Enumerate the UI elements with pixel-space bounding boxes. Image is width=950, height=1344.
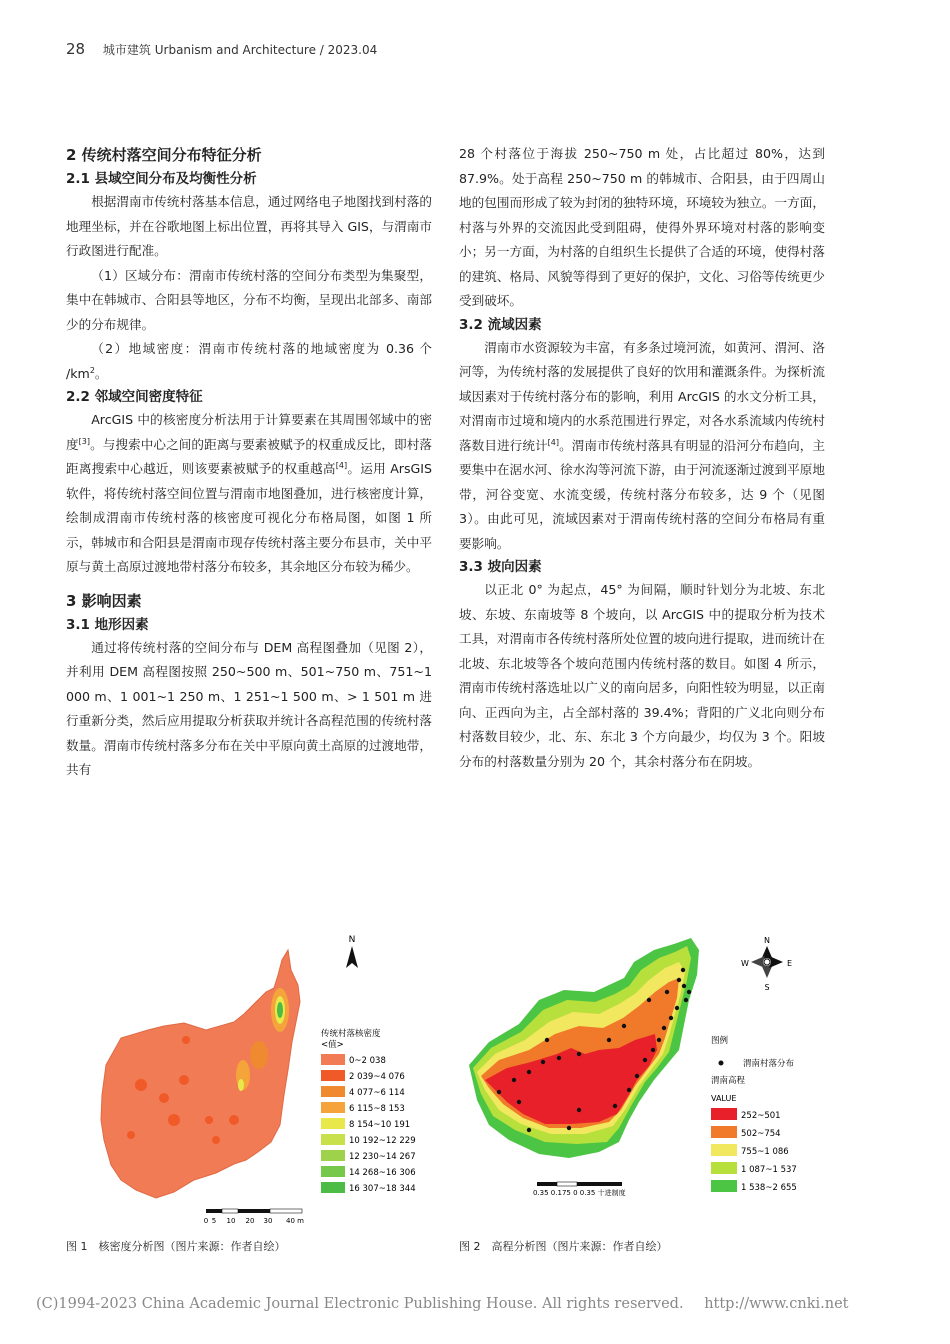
citation: [4]	[547, 437, 560, 447]
paragraph: ArcGIS 中的核密度分析法用于计算要素在其周围邻域中的密度[3]。与搜索中心之间的距离与要素被赋予的权重成反比，即村落距离搜索中心越近，则该要素被赋予的权重越高[4]。运用 ArsGIS 软件，将传统村落空间位置与渭南市地图叠加，进行核密度计算，绘制成渭南市传统村落的核密度可视化分布格局图，如图 1 所示，韩城市和合阳县是渭南市现存传统村落主要分布县市，关中平原与黄土高原过渡地带村落分布较多，其余地区分布较为稀少。	[66, 412, 433, 574]
figure-1-caption: 图 1 核密度分析图（图片来源：作者自绘）	[66, 1240, 286, 1253]
legend-label: 14 268~16 306	[349, 1168, 416, 1178]
paragraph: 以正北 0° 为起点，45° 为间隔，顺时针划分为北坡、东北坡、东坡、东南坡等 8 个坡向，以 ArcGIS 中的提取分析为技术工具，对渭南市各传统村落所处位置的坡向进行提取，进而统计在北坡、东北坡等各个坡向范围内传统村落的数目。如图 4 所示，渭南市传统村落选址以广义的南向居多，向阳性较为明显，以正南向、正西向为主，占全部村落的 39.4%；背阳的广义北向则分布村落数目较少，北、东、东北 3 个方向最少，均仅为 3 个。阳坡分布的村落数量分别为 20 个，其余村落分布在阴坡。	[459, 582, 825, 769]
section-3-heading: 3 影响因素	[66, 591, 142, 610]
figure-1-svg	[66, 930, 446, 1230]
legend-swatch	[711, 1180, 737, 1192]
paragraph: （1）区域分布：渭南市传统村落的空间分布类型为集聚型，集中在韩城市、合阳县等地区，分布不均衡，呈现出北部多、南部少的分布规律。	[66, 267, 432, 332]
compass-n: N	[764, 936, 770, 945]
legend-label: 4 077~6 114	[349, 1088, 405, 1098]
figure-2-elevation-map	[459, 930, 839, 1230]
legend-subtitle: <值>	[321, 1040, 344, 1050]
scale-label: 0	[203, 1217, 209, 1225]
density-base-region	[101, 950, 300, 1198]
section-2-heading: 2 传统村落空间分布特征分析	[66, 146, 262, 164]
paragraph: 渭南市水资源较为丰富，有多条过境河流，如黄河、渭河、洛河等，为传统村落的发展提供了良好的饮用和灌溉条件。为探析流域因素对于传统村落分布的影响，利用 ArcGIS 的水文分析工具，对渭南市过境和境内的水系范围进行界定，对各水系流域内传统村落数目进行统计[4]。渭南市传统村落具有明显的沿河分布趋向，主要集中在涺水河、徐水沟等河流下游，由于河流逐渐过渡到平原地带，河谷变宽、水流变缓，传统村落分布较多，达 9 个（见图 3）。由此可见，流域因素对于渭南传统村落的空间分布格局有重要影响。	[459, 339, 826, 551]
legend-label: 1 087~1 537	[741, 1165, 797, 1175]
compass-w: W	[741, 959, 749, 968]
legend-swatch	[321, 1182, 345, 1193]
figure-1-legend	[321, 1054, 416, 1194]
legend-title: 图例	[711, 1036, 729, 1046]
north-label: N	[348, 935, 356, 945]
paragraph: 根据渭南市传统村落基本信息，通过网络电子地图找到村落的地理坐标，并在谷歌地图上标出位置，再将其导入 GIS，与渭南市行政图进行配准。	[66, 194, 432, 258]
compass-s: S	[764, 983, 770, 992]
legend-swatch	[711, 1126, 737, 1138]
section-3-3-heading: 3.3 坡向因素	[459, 559, 542, 575]
scale-label: 20	[245, 1217, 255, 1225]
legend-swatch	[711, 1162, 737, 1174]
north-arrow-icon	[346, 946, 358, 968]
scale-label: 30	[263, 1217, 273, 1225]
scale-bar	[204, 1209, 304, 1225]
figure-2-caption: 图 2 高程分析图（图片来源：作者自绘）	[459, 1240, 668, 1253]
paragraph: 通过将传统村落的空间分布与 DEM 高程图叠加（见图 2），并利用 DEM 高程图按照 250~500 m、501~750 m、751~1 000 m、1 001~1 250 m、1 251~1 500 m、> 1 501 m 进行重新分类，然后应用提取分析获取并统计各高程范围的传统村落数量。渭南市传统村落多分布在关中平原向黄土高原的过渡地带，共有	[66, 639, 432, 777]
legend-swatch	[711, 1144, 737, 1156]
left-column	[66, 142, 432, 783]
legend-swatch	[321, 1118, 345, 1129]
footer	[36, 1296, 848, 1312]
scale-label: 10	[226, 1217, 236, 1225]
figure-1-kernel-density-map	[66, 930, 446, 1230]
scale-label: 40 m	[286, 1217, 304, 1225]
running-header	[66, 40, 377, 58]
village-point-legend-icon	[719, 1061, 724, 1066]
scale-label: 0.35 0.175 0 0.35 十进制度	[533, 1189, 626, 1197]
paragraph: 28 个村落位于海拔 250~750 m 处，占比超过 80%，达到 87.9%。处于高程 250~750 m 的韩城市、合阳县，由于四周山地的包围而形成了较为封闭的独特环境，环境较为独立。一方面，村落与外界的交流因此受到阻碍，使得外界环境对村落的影响变小；另一方面，为村落的自组织生长提供了合适的环境，使得村落的建筑、格局、风貌等得到了更好的保护，文化、习俗等传统更少受到破坏。	[459, 146, 825, 308]
compass-e: E	[787, 959, 793, 968]
legend-swatch	[321, 1086, 345, 1097]
legend-label: 16 307~18 344	[349, 1184, 416, 1194]
legend-label: 8 154~10 191	[349, 1120, 411, 1130]
legend-swatch	[321, 1166, 345, 1177]
right-column	[459, 142, 825, 774]
cnki-link[interactable]: http://www.cnki.net	[704, 1296, 849, 1312]
legend-swatch	[321, 1054, 345, 1065]
legend-label: 0~2 038	[349, 1056, 386, 1066]
legend-label: 12 230~14 267	[349, 1152, 416, 1162]
legend-label: 6 115~8 153	[349, 1104, 405, 1114]
figure-2-svg	[459, 930, 839, 1230]
page-number: 28	[66, 40, 86, 58]
section-3-1-heading: 3.1 地形因素	[66, 616, 149, 633]
value-label: VALUE	[711, 1094, 737, 1103]
legend-label: 755~1 086	[741, 1147, 789, 1157]
scale-label: 5	[211, 1217, 217, 1225]
legend-label: 1 538~2 655	[741, 1183, 797, 1193]
section-2-2-heading: 2.2 邻域空间密度特征	[66, 389, 203, 405]
figure-2-legend	[711, 1108, 797, 1193]
legend-label: 502~754	[741, 1129, 781, 1139]
section-3-2-heading: 3.2 流域因素	[459, 316, 542, 333]
elevation-legend-title: 渭南高程	[711, 1076, 746, 1086]
legend-swatch	[711, 1108, 737, 1120]
legend-swatch	[321, 1134, 345, 1145]
scale-bar	[533, 1182, 626, 1197]
legend-label: 10 192~12 229	[349, 1136, 416, 1146]
legend-swatch	[321, 1150, 345, 1161]
citation: [3]	[78, 436, 91, 446]
point-legend-label: 渭南村落分布	[743, 1059, 795, 1069]
legend-label: 2 039~4 076	[349, 1072, 405, 1082]
citation: [4]	[335, 460, 348, 470]
section-2-1-heading: 2.1 县域空间分布及均衡性分析	[66, 171, 257, 187]
legend-label: 252~501	[741, 1111, 781, 1121]
legend-swatch	[321, 1070, 345, 1081]
compass-rose-icon	[751, 946, 783, 978]
legend-swatch	[321, 1102, 345, 1113]
legend-title: 传统村落核密度	[321, 1029, 381, 1039]
copyright-notice: (C)1994-2023 China Academic Journal Electronic Publishing House. All rights reserved.	[36, 1296, 684, 1312]
journal-title: 城市建筑 Urbanism and Architecture / 2023.04	[102, 43, 378, 57]
paragraph: （2）地域密度：渭南市传统村落的地域密度为 0.36 个 $/km^2$。	[66, 341, 432, 381]
